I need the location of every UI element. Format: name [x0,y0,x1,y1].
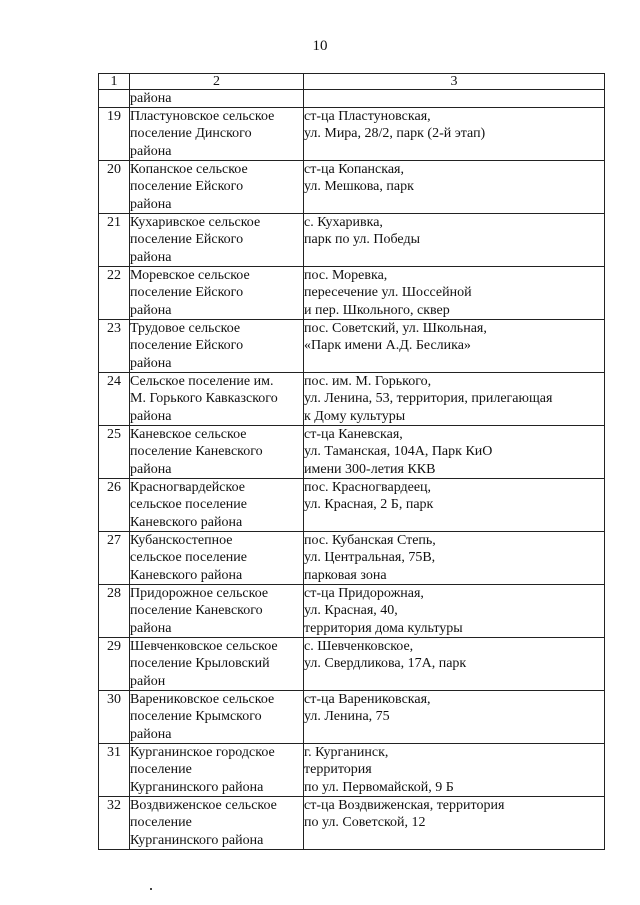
name-line: района [130,143,172,159]
settlement-name [130,373,304,426]
table-row [99,744,605,797]
name-line: сельское поселение [130,497,247,513]
table-row [99,108,605,161]
address [304,320,605,373]
row-number: 25 [99,426,130,479]
table-row [99,479,605,532]
address-line: ул. Мешкова, парк [304,179,414,195]
table-row [99,797,605,850]
settlement-name [130,585,304,638]
address-line: парковая зона [304,567,387,583]
address-line: ул. Красная, 2 Б, парк [304,497,434,513]
table-row [99,373,605,426]
row-number: 32 [99,797,130,850]
address [304,797,605,850]
settlements-table [98,73,605,850]
address [304,214,605,267]
address [304,479,605,532]
row-number: 29 [99,638,130,691]
address [304,638,605,691]
header-col-3: 3 [304,74,605,90]
name-line: Варениковское сельское [130,692,275,708]
name-line: района [130,302,172,318]
row-number: 31 [99,744,130,797]
table-row [99,320,605,373]
row-number: 24 [99,373,130,426]
table-row [99,691,605,744]
address-line: по ул. Первомайской, 9 Б [304,779,454,795]
name-line: Придорожное сельское [130,586,269,602]
name-line: Кухаривское сельское [130,215,261,231]
address-line: ул. Центральная, 75В, [304,550,436,566]
settlement-name [130,744,304,797]
address [304,691,605,744]
address-line: к Дому культуры [304,408,406,424]
address-line: пересечение ул. Шоссейной [304,285,472,301]
name-line: района [130,196,172,212]
address-line: ул. Ленина, 75 [304,709,390,725]
address [304,532,605,585]
name-line: Курганинского района [130,779,264,795]
name-line: поселение Динского [130,126,252,142]
address-line: ст-ца Придорожная, [304,586,424,602]
name-line: Копанское сельское [130,162,248,178]
address-line: пос. Красногвардеец, [304,480,432,496]
row-number: 27 [99,532,130,585]
name-line: района [130,726,172,742]
address-line: ст-ца Воздвиженская, территория [304,798,505,814]
name-line: Каневского района [130,514,243,530]
name-line: поселение Ейского [130,232,244,248]
name-line: поселение [130,815,192,831]
table-row [99,532,605,585]
address-line: «Парк имени А.Д. Беслика» [304,338,471,354]
header-col-1: 1 [99,74,130,90]
table-header-row [99,74,605,90]
name-line: района [130,249,172,265]
settlement-name [130,797,304,850]
address-line: пос. им. М. Горького, [304,374,432,390]
name-line: поселение [130,762,192,778]
address-line: ст-ца Варениковская, [304,692,431,708]
address-line: и пер. Школьного, сквер [304,302,450,318]
name-line: Сельское поселение им. [130,374,274,390]
address-line: ст-ца Пластуновская, [304,109,431,125]
address [304,373,605,426]
row-number: 28 [99,585,130,638]
settlement-name [130,161,304,214]
table-row [99,638,605,691]
name-line: Моревское сельское [130,268,250,284]
name-line: Пластуновское сельское [130,109,275,125]
address [304,108,605,161]
settlement-name [130,214,304,267]
name-line: поселение Каневского [130,603,263,619]
name-line: поселение Ейского [130,338,244,354]
settlement-name [130,426,304,479]
table-row [99,426,605,479]
name-line: Курганинское городское [130,745,275,761]
name-line: района [130,461,172,477]
row-number: 22 [99,267,130,320]
settlement-name [130,638,304,691]
address-line: ст-ца Каневская, [304,427,403,443]
row-number: 30 [99,691,130,744]
address-line: ул. Таманская, 104А, Парк КиО [304,444,493,460]
address-line: ул. Свердликова, 17А, парк [304,656,467,672]
name-line: сельское поселение [130,550,247,566]
name-line: Воздвиженское сельское [130,798,277,814]
settlement-name [130,691,304,744]
name-line: Шевченковское сельское [130,639,278,655]
name-line: район [130,673,166,689]
address-line: ст-ца Копанская, [304,162,404,178]
name-line: Курганинского района [130,832,264,848]
table-row [99,214,605,267]
name-line: Трудовое сельское [130,321,241,337]
address-line: территория [304,762,372,778]
address-line: территория дома культуры [304,620,463,636]
address-line: по ул. Советской, 12 [304,815,426,831]
name-line: района [130,408,172,424]
address-line: г. Курганинск, [304,745,389,761]
settlement-name [130,267,304,320]
scan-speck [150,888,152,890]
name-line: поселение Ейского [130,285,244,301]
header-col-2: 2 [130,74,304,90]
name-line: поселение Каневского [130,444,263,460]
settlement-name [130,108,304,161]
table-body [99,74,605,850]
name-line: Каневского района [130,567,243,583]
table-row [99,267,605,320]
row-number [99,90,130,108]
name-line: М. Горького Кавказского [130,391,278,407]
row-number: 21 [99,214,130,267]
settlement-name [130,479,304,532]
address-line: пос. Советский, ул. Школьная, [304,321,487,337]
name-line: Красногвардейское [130,480,245,496]
name-line: района [130,355,172,371]
row-number: 19 [99,108,130,161]
row-number: 23 [99,320,130,373]
name-line: поселение Крымского [130,709,262,725]
address-line: ул. Мира, 28/2, парк (2-й этап) [304,126,486,142]
address-line: ул. Красная, 40, [304,603,398,619]
address [304,426,605,479]
address-line: парк по ул. Победы [304,232,420,248]
address-line: имени 300-летия ККВ [304,461,436,477]
address [304,161,605,214]
address-line: с. Кухаривка, [304,215,383,231]
name-line: района [130,620,172,636]
address-line: с. Шевченковское, [304,639,414,655]
address [304,744,605,797]
name-line: Каневское сельское [130,427,247,443]
settlement-name [130,320,304,373]
address [304,90,605,108]
settlement-name [130,532,304,585]
address [304,267,605,320]
name-line: поселение Крыловский [130,656,270,672]
table-row [99,161,605,214]
row-number: 20 [99,161,130,214]
address-line: пос. Моревка, [304,268,388,284]
page-number: 10 [312,38,328,54]
address-line: пос. Кубанская Степь, [304,533,436,549]
name-line: Кубанскостепное [130,533,233,549]
table-row [99,585,605,638]
name-line: поселение Ейского [130,179,244,195]
settlement-name [130,90,304,108]
address [304,585,605,638]
address-line: ул. Ленина, 53, территория, прилегающая [304,391,553,407]
row-number: 26 [99,479,130,532]
continuation-row [99,90,605,108]
name-line: района [130,91,172,106]
